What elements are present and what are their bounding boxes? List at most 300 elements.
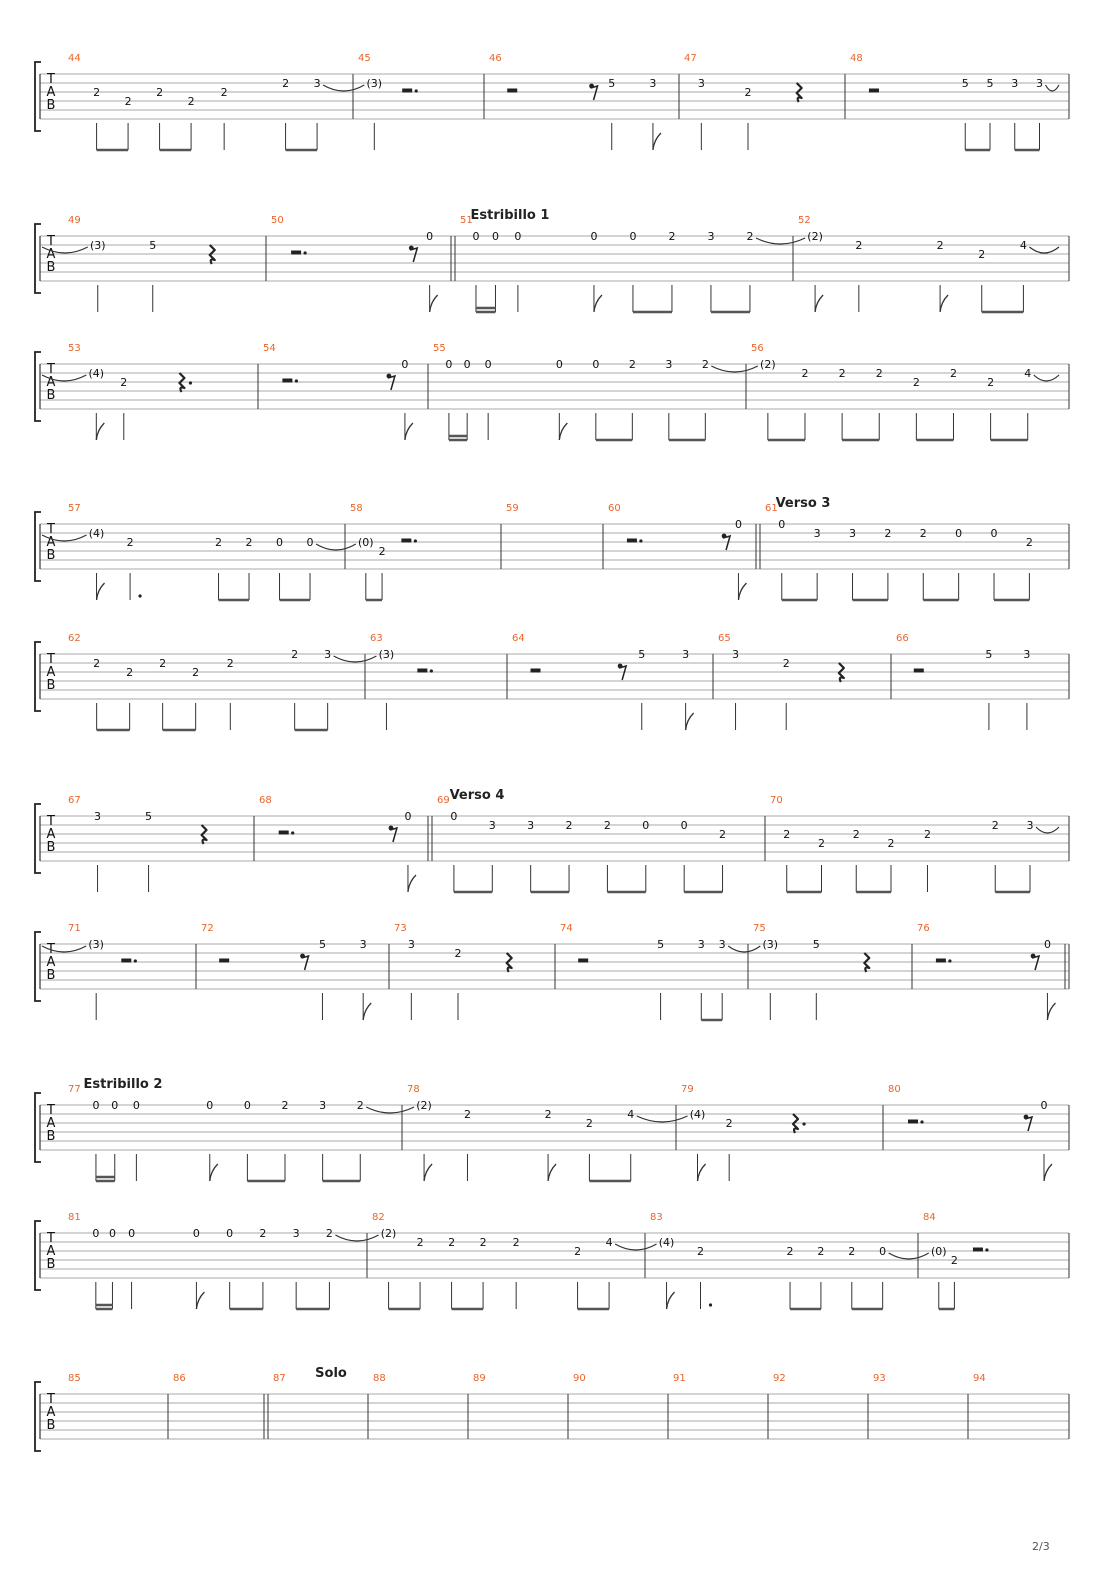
fret-number: 2 — [156, 86, 164, 99]
fret-number: 0 — [132, 1099, 140, 1112]
tab-clef-letter: A — [46, 827, 56, 842]
section-label: Estribillo 2 — [83, 1077, 163, 1092]
fret-number: 5 — [149, 239, 157, 252]
tie-arc — [366, 1107, 414, 1113]
fret-number: 0 — [590, 230, 598, 243]
fret-number: 0 — [514, 230, 522, 243]
rest-dot — [920, 1120, 923, 1123]
fret-number: 3 — [488, 819, 496, 832]
fret-number: 5 — [657, 938, 665, 951]
bar-number: 87 — [273, 1373, 286, 1384]
fret-number: 0 — [491, 230, 499, 243]
bar-number: 58 — [350, 503, 363, 514]
bar-number: 86 — [173, 1373, 186, 1384]
half-rest — [417, 669, 427, 673]
page-number: 2/3 — [1032, 1540, 1050, 1553]
bar-number: 47 — [684, 53, 697, 64]
section-label: Estribillo 1 — [470, 208, 550, 223]
tie-arc — [316, 544, 356, 550]
fret-number: (2) — [416, 1099, 432, 1112]
fret-number: 3 — [732, 648, 740, 661]
bar-number: 74 — [560, 923, 573, 934]
fret-number: 2 — [719, 828, 727, 841]
eighth-rest — [723, 536, 730, 550]
tab-system — [35, 1077, 1069, 1181]
fret-number: 0 — [226, 1227, 234, 1240]
eighth-rest — [390, 828, 397, 842]
rest-dot — [134, 959, 137, 962]
eighth-rest — [410, 248, 417, 262]
tie-arc — [889, 1253, 929, 1259]
fret-number: 2 — [950, 1254, 958, 1267]
tie-arc — [615, 1244, 656, 1250]
bar-number: 88 — [373, 1373, 386, 1384]
tie-arc — [1034, 375, 1059, 381]
bar-number: 59 — [506, 503, 519, 514]
tie-arc — [637, 1116, 688, 1122]
fret-number: 3 — [359, 938, 367, 951]
fret-number: 2 — [282, 77, 290, 90]
bar-number: 72 — [201, 923, 214, 934]
fret-number: 2 — [1025, 536, 1033, 549]
half-rest — [507, 89, 517, 93]
fret-number: 5 — [318, 938, 326, 951]
tab-system — [35, 1366, 1069, 1451]
tab-clef-letter: A — [46, 375, 56, 390]
fret-number: 2 — [124, 95, 132, 108]
half-rest — [627, 539, 637, 543]
fret-number: 0 — [1043, 938, 1051, 951]
tab-clef-letter: T — [47, 652, 55, 667]
fret-number: 2 — [817, 837, 825, 850]
fret-number: (3) — [89, 239, 106, 252]
fret-number: 2 — [628, 358, 636, 371]
fret-number: 2 — [454, 947, 462, 960]
bar-number: 84 — [923, 1212, 936, 1223]
fret-number: 2 — [744, 86, 752, 99]
bar-number: 83 — [650, 1212, 663, 1223]
fret-number: 2 — [544, 1108, 552, 1121]
eighth-rest — [1032, 956, 1039, 970]
fret-number: 2 — [463, 1108, 471, 1121]
bar-number: 70 — [770, 795, 783, 806]
fret-number: 0 — [206, 1099, 214, 1112]
fret-number: 0 — [642, 819, 650, 832]
bar-number: 48 — [850, 53, 863, 64]
tab-clef-letter: B — [46, 678, 56, 693]
tab-system — [35, 496, 1069, 600]
section-label: Solo — [315, 1366, 347, 1381]
fret-number: 0 — [450, 810, 458, 823]
bar-number: 77 — [68, 1084, 81, 1095]
tie-arc — [756, 238, 805, 244]
fret-number: 5 — [986, 77, 994, 90]
bar-number: 62 — [68, 633, 81, 644]
tab-clef-letter: T — [47, 814, 55, 829]
fret-number: 2 — [817, 1245, 825, 1258]
fret-number: 4 — [627, 1108, 635, 1121]
half-rest — [282, 379, 292, 383]
bar-number: 44 — [68, 53, 81, 64]
fret-number: 3 — [718, 938, 726, 951]
rest-dot — [295, 379, 298, 382]
fret-number: 2 — [875, 367, 883, 380]
eighth-flag — [196, 1292, 204, 1309]
bar-number: 49 — [68, 215, 81, 226]
fret-number: 3 — [313, 77, 321, 90]
fret-number: 3 — [649, 77, 657, 90]
tab-clef-letter: T — [47, 234, 55, 249]
tab-system — [35, 208, 1069, 312]
tab-clef-letter: A — [46, 1244, 56, 1259]
fret-number: 2 — [378, 545, 386, 558]
eighth-flag — [408, 875, 416, 892]
half-rest — [121, 959, 131, 963]
eighth-rest — [591, 86, 598, 100]
fret-number: 0 — [778, 518, 786, 531]
fret-number: (4) — [88, 527, 105, 540]
bar-number: 92 — [773, 1373, 786, 1384]
fret-number: 2 — [574, 1245, 582, 1258]
half-rest — [219, 959, 229, 963]
eighth-rest — [1025, 1117, 1032, 1131]
tie-arc — [1036, 827, 1059, 833]
tab-clef-letter: B — [46, 548, 56, 563]
fret-number: 0 — [734, 518, 742, 531]
tab-clef-letter: B — [46, 388, 56, 403]
fret-number: 2 — [192, 666, 200, 679]
eighth-flag — [940, 295, 948, 312]
section-label: Verso 3 — [775, 496, 831, 511]
bar-number: 79 — [681, 1084, 694, 1095]
fret-number: 2 — [565, 819, 573, 832]
fret-number: 3 — [682, 648, 690, 661]
rest-dot — [304, 251, 307, 254]
fret-number: 2 — [786, 1245, 794, 1258]
bar-number: 65 — [718, 633, 731, 644]
fret-number: 2 — [668, 230, 676, 243]
bar-number: 55 — [433, 343, 446, 354]
tab-system — [35, 1212, 1069, 1309]
half-rest — [531, 669, 541, 673]
fret-number: (3) — [378, 648, 395, 661]
fret-number: 2 — [919, 527, 927, 540]
fret-number: 3 — [813, 527, 821, 540]
tab-system — [35, 788, 1069, 892]
tab-clef-letter: A — [46, 665, 56, 680]
tab-clef-letter: A — [46, 535, 56, 550]
eighth-flag — [548, 1164, 556, 1181]
tie-arc — [1045, 85, 1059, 91]
fret-number: 2 — [291, 648, 299, 661]
half-rest — [291, 251, 301, 255]
fret-number: 2 — [220, 86, 228, 99]
fret-number: 0 — [243, 1099, 251, 1112]
fret-number: 0 — [592, 358, 600, 371]
fret-number: 2 — [701, 358, 709, 371]
fret-number: 2 — [725, 1117, 733, 1130]
fret-number: 2 — [746, 230, 754, 243]
bar-number: 64 — [512, 633, 525, 644]
fret-number: 0 — [111, 1099, 119, 1112]
fret-number: (2) — [760, 358, 776, 371]
fret-number: 2 — [93, 657, 101, 670]
fret-number: 2 — [356, 1099, 364, 1112]
fret-number: 3 — [319, 1099, 327, 1112]
bar-number: 73 — [394, 923, 407, 934]
fret-number: 0 — [92, 1227, 100, 1240]
fret-number: 2 — [215, 536, 223, 549]
fret-number: 3 — [1011, 77, 1019, 90]
fret-number: (2) — [807, 230, 823, 243]
eighth-flag — [815, 295, 823, 312]
fret-number: 2 — [226, 657, 234, 670]
half-rest — [973, 1248, 983, 1252]
fret-number: 2 — [912, 376, 920, 389]
fret-number: 2 — [187, 95, 195, 108]
bar-number: 82 — [372, 1212, 385, 1223]
fret-number: (3) — [88, 938, 104, 951]
fret-number: 0 — [401, 358, 409, 371]
tab-clef-letter: A — [46, 1405, 56, 1420]
rest-dot — [414, 539, 417, 542]
fret-number: 2 — [884, 527, 892, 540]
fret-number: 2 — [159, 657, 167, 670]
fret-number: 0 — [306, 536, 314, 549]
fret-number: 2 — [783, 828, 791, 841]
tab-clef-letter: T — [47, 72, 55, 87]
half-rest — [578, 959, 588, 963]
fret-number: 3 — [94, 810, 102, 823]
bar-number: 52 — [798, 215, 811, 226]
fret-number: 0 — [426, 230, 434, 243]
fret-number: 2 — [923, 828, 931, 841]
fret-number: 2 — [697, 1245, 705, 1258]
eighth-rest — [619, 666, 626, 680]
fret-number: 2 — [120, 376, 128, 389]
rest-dot — [985, 1248, 988, 1251]
bar-number: 46 — [489, 53, 502, 64]
fret-number: 0 — [555, 358, 563, 371]
tie-arc — [728, 946, 760, 952]
tab-clef-letter: A — [46, 955, 56, 970]
tab-clef-letter: T — [47, 1392, 55, 1407]
fret-number: 0 — [472, 230, 480, 243]
fret-number: (0) — [930, 1245, 947, 1258]
bar-number: 53 — [68, 343, 81, 354]
bar-number: 63 — [370, 633, 383, 644]
bar-number: 81 — [68, 1212, 81, 1223]
tab-clef-letter: B — [46, 840, 56, 855]
fret-number: 2 — [855, 239, 863, 252]
tab-clef-letter: B — [46, 1129, 56, 1144]
fret-number: 4 — [605, 1236, 613, 1249]
eighth-flag — [653, 133, 661, 150]
bar-number: 68 — [259, 795, 272, 806]
bar-number: 93 — [873, 1373, 886, 1384]
fret-number: (2) — [380, 1227, 397, 1240]
fret-number: 3 — [527, 819, 535, 832]
fret-number: 3 — [707, 230, 715, 243]
tab-clef-letter: B — [46, 1257, 56, 1272]
fret-number: 0 — [445, 358, 453, 371]
fret-number: 2 — [126, 666, 134, 679]
bar-number: 85 — [68, 1373, 81, 1384]
rest-dot — [430, 669, 433, 672]
fret-number: 0 — [92, 1099, 100, 1112]
tab-system — [35, 343, 1069, 440]
fret-number: 2 — [126, 536, 134, 549]
bar-number: 90 — [573, 1373, 586, 1384]
fret-number: 0 — [1040, 1099, 1048, 1112]
bar-number: 45 — [358, 53, 371, 64]
fret-number: (4) — [658, 1236, 675, 1249]
eighth-flag — [594, 295, 602, 312]
fret-number: 5 — [961, 77, 969, 90]
bar-number: 61 — [765, 503, 778, 514]
fret-number: 0 — [990, 527, 998, 540]
eighth-flag — [559, 423, 567, 440]
fret-number: 3 — [665, 358, 673, 371]
tie-arc — [1029, 247, 1059, 253]
fret-number: 3 — [1023, 648, 1031, 661]
eighth-flag — [738, 583, 746, 600]
fret-number: 5 — [145, 810, 153, 823]
half-rest — [279, 831, 289, 835]
fret-number: 2 — [801, 367, 809, 380]
fret-number: 2 — [987, 376, 995, 389]
fret-number: 2 — [325, 1227, 333, 1240]
fret-number: 0 — [680, 819, 688, 832]
tab-clef-letter: B — [46, 1418, 56, 1433]
eighth-flag — [96, 423, 104, 440]
eighth-flag — [405, 423, 413, 440]
fret-number: 2 — [936, 239, 944, 252]
fret-number: 2 — [991, 819, 999, 832]
bar-number: 91 — [673, 1373, 686, 1384]
rest-dot — [415, 89, 418, 92]
tab-clef-letter: B — [46, 98, 56, 113]
fret-number: (0) — [358, 536, 374, 549]
rest-dot — [802, 1122, 805, 1125]
tab-clef-letter: T — [47, 522, 55, 537]
fret-number: 2 — [949, 367, 957, 380]
fret-number: (3) — [762, 938, 779, 951]
tab-clef-letter: A — [46, 247, 56, 262]
rest-dot — [189, 381, 192, 384]
bar-number: 89 — [473, 1373, 486, 1384]
section-label: Verso 4 — [449, 788, 505, 803]
fret-number: 5 — [638, 648, 646, 661]
bar-number: 50 — [271, 215, 284, 226]
eighth-flag — [430, 295, 438, 312]
tab-clef-letter: T — [47, 362, 55, 377]
fret-number: 3 — [1035, 77, 1043, 90]
bar-number: 51 — [460, 215, 473, 226]
fret-number: 0 — [955, 527, 963, 540]
fret-number: 4 — [1024, 367, 1032, 380]
fret-number: 2 — [479, 1236, 487, 1249]
fret-number: 2 — [281, 1099, 289, 1112]
eighth-flag — [1047, 1003, 1055, 1020]
tab-clef-letter: T — [47, 942, 55, 957]
half-rest — [401, 539, 411, 543]
eighth-flag — [686, 713, 694, 730]
fret-number: 0 — [879, 1245, 887, 1258]
tab-system — [35, 923, 1069, 1020]
tab-clef-letter: A — [46, 1116, 56, 1131]
fret-number: 3 — [292, 1227, 300, 1240]
half-rest — [914, 669, 924, 673]
fret-number: 0 — [463, 358, 471, 371]
tab-clef-letter: B — [46, 968, 56, 983]
fret-number: 0 — [108, 1227, 116, 1240]
fret-number: 0 — [629, 230, 637, 243]
bar-number: 60 — [608, 503, 621, 514]
bar-number: 57 — [68, 503, 81, 514]
eighth-flag — [210, 1164, 218, 1181]
bar-number: 67 — [68, 795, 81, 806]
eighth-flag — [1044, 1164, 1052, 1181]
bar-number: 66 — [896, 633, 909, 644]
fret-number: 2 — [838, 367, 846, 380]
tab-clef-letter: T — [47, 1103, 55, 1118]
fret-number: 2 — [93, 86, 101, 99]
tie-arc — [335, 1235, 378, 1241]
bar-number: 56 — [751, 343, 764, 354]
fret-number: 5 — [812, 938, 820, 951]
eighth-flag — [424, 1164, 432, 1181]
tab-clef-letter: A — [46, 85, 56, 100]
fret-number: (4) — [88, 367, 105, 380]
eighth-flag — [97, 583, 105, 600]
tab-clef-letter: T — [47, 1231, 55, 1246]
bar-number: 69 — [437, 795, 450, 806]
fret-number: 2 — [852, 828, 860, 841]
fret-number: (3) — [366, 77, 383, 90]
fret-number: 3 — [697, 77, 705, 90]
fret-number: 3 — [407, 938, 415, 951]
fret-number: 3 — [1026, 819, 1034, 832]
bar-number: 71 — [68, 923, 81, 934]
fret-number: 3 — [849, 527, 857, 540]
half-rest — [936, 959, 946, 963]
fret-number: 0 — [128, 1227, 136, 1240]
fret-number: 0 — [484, 358, 492, 371]
eighth-rest — [302, 956, 309, 970]
fret-number: 2 — [887, 837, 895, 850]
fret-number: 0 — [276, 536, 284, 549]
fret-number: 2 — [448, 1236, 456, 1249]
fret-number: 2 — [416, 1236, 424, 1249]
rest-dot — [948, 959, 951, 962]
fret-number: 4 — [1019, 239, 1027, 252]
half-rest — [402, 89, 412, 93]
bar-number: 76 — [917, 923, 930, 934]
fret-number: 2 — [848, 1245, 856, 1258]
fret-number: 2 — [978, 248, 986, 261]
rest-dot — [639, 539, 642, 542]
fret-number: 2 — [585, 1117, 593, 1130]
duration-dot — [138, 594, 141, 597]
eighth-flag — [667, 1292, 675, 1309]
fret-number: 3 — [324, 648, 332, 661]
half-rest — [908, 1120, 918, 1124]
fret-number: 5 — [608, 77, 616, 90]
eighth-rest — [388, 376, 395, 390]
fret-number: 3 — [697, 938, 705, 951]
tab-system — [35, 53, 1069, 150]
